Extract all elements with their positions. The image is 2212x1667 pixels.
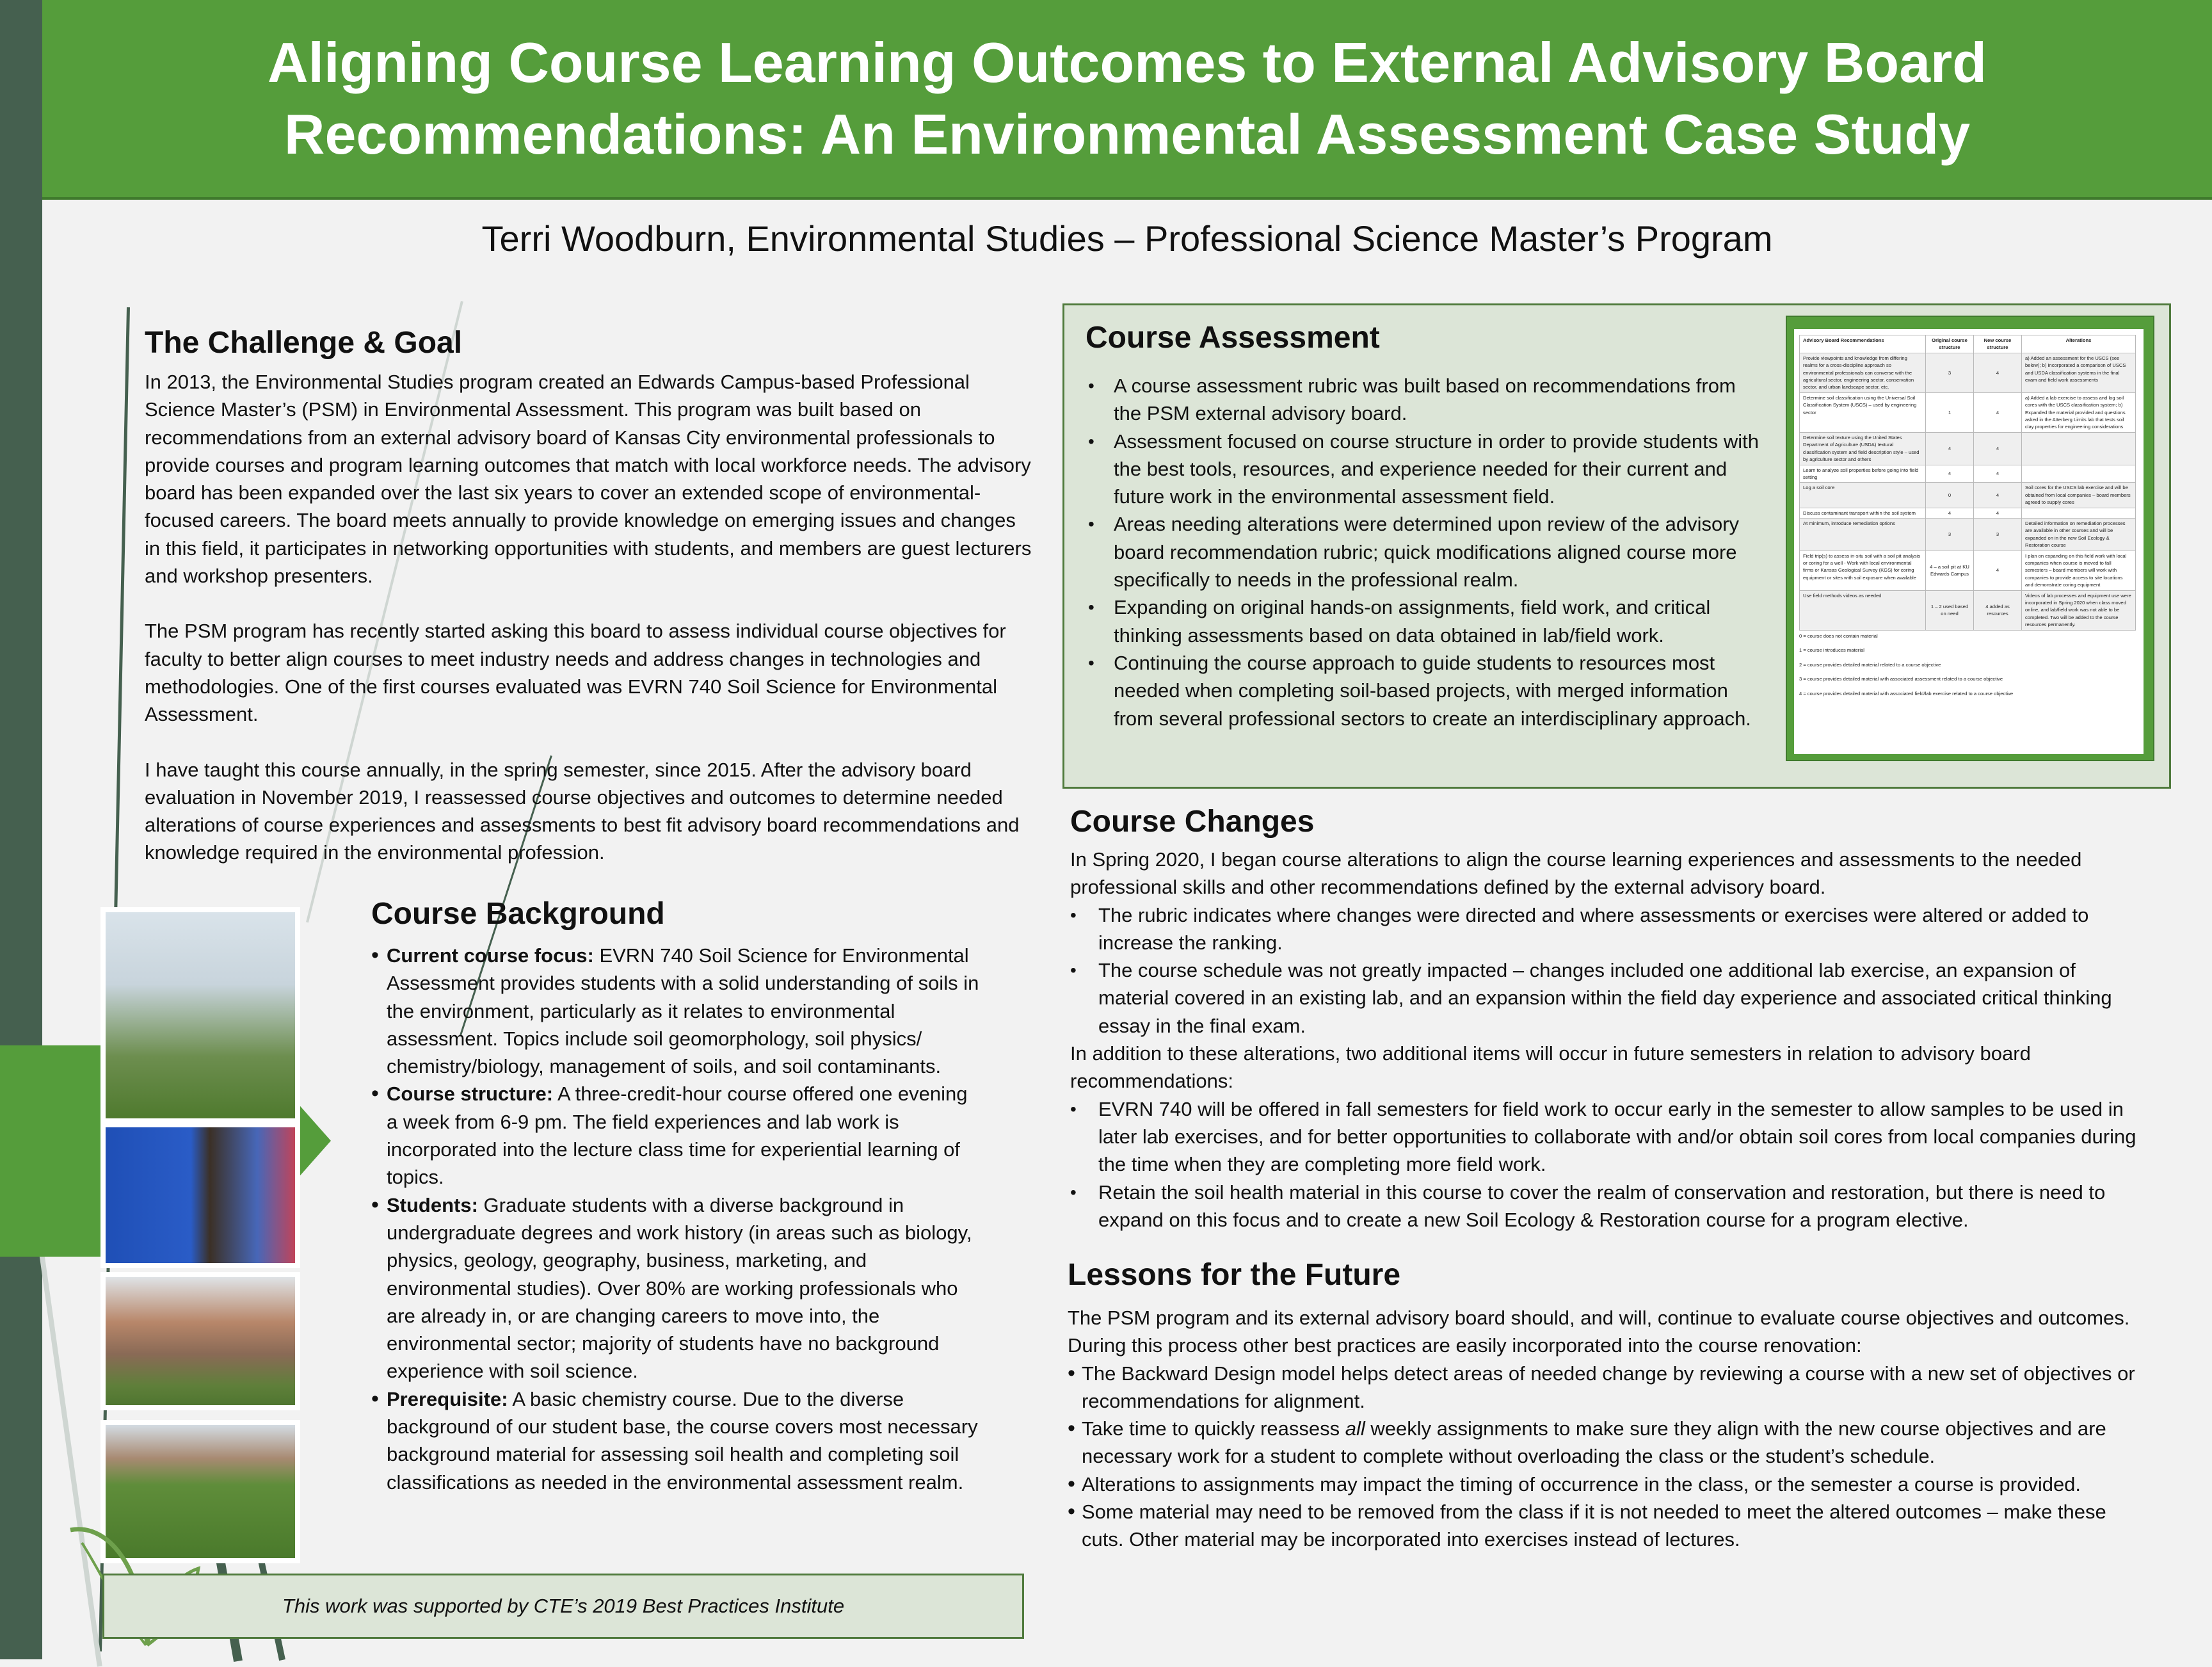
table-cell: Field trip(s) to assess in-situ soil with a soil pit analysis or coring for a well - Work with local environmental firms or Kansas Geological Survey (KGS) for coring equipment or sites with soil exposure when available [1800,551,1926,590]
item-text: EVRN 740 Soil Science for Environmental Assessment provides students with a solid understanding of soils in the environment, particularly as it relates to environmental assessment. Topics include soil geomorphology, soil physics/ chemistry/biology, management of soils, and soil contaminants. [387,944,979,1078]
list-item [371,1080,979,1191]
list-item: • Continuing the course approach to guide students to resources most needed when completing soil-based projects, with merged information from several professional sectors to create an interdisciplinary approach. [1086,649,1764,732]
list-item: • A course assessment rubric was built based on recommendations from the PSM external advisory board. [1086,372,1764,428]
list-item: • The course schedule was not greatly impacted – changes included one additional lab exercise, an expansion of material covered in an existing lab, and an expansion within the field day experience and associated critical thinking essay in the final exam. [1070,956,2145,1040]
future-changes-list [1070,1095,2145,1234]
table-cell: 4 [1926,432,1974,465]
item-emphasis: all [1345,1417,1365,1440]
photo-soil-hands [100,1122,300,1268]
support-acknowledgement-box [102,1574,1024,1639]
table-header: Alterations [2022,335,2136,353]
author-line: Terri Woodburn, Environmental Studies – Professional Science Master’s Program [481,218,1773,259]
challenge-section [145,325,1034,867]
item-text: Graduate students with a diverse background in undergraduate degrees and work history (in areas such as biology, physics, geology, geography, business, marketing, and environmental studies). Over 80% are working professionals who are already in, or are changing careers to move into, the environmental sector; majority of students have no background experience with soil science. [387,1193,972,1383]
changes-intro: In Spring 2020, I began course alterations to align the course learning experiences and assessments to the needed professional skills and other recommendations defined by the external advisory board. [1070,848,2082,899]
table-cell: 4 [1974,392,2022,432]
legend-item: 0 = course does not contain material [1799,632,1878,639]
table-cell [2022,508,2136,518]
table-cell: Discuss contaminant transport within the soil system [1800,508,1926,518]
lessons-intro: The PSM program and its external advisory board should, and will, continue to evaluate course objectives and outcomes. During this process other best practices are easily incorporated into the course renovation: [1068,1307,2130,1357]
table-cell: Detailed information on remediation processes are available in other courses and will be expanded on in the new Soil Ecology & Restoration course [2022,518,2136,551]
list-item: • Areas needing alterations were determined upon review of the advisory board recommendation rubric; quick modifications aligned course more specifically to needs in the professional realm. [1086,510,1764,593]
table-cell: Learn to analyze soil properties before going into field setting [1800,465,1926,483]
legend-item: 3 = course provides detailed material with associated assessment related to a course objective [1799,676,2003,682]
course-assessment-section [1086,320,1764,732]
item-label: Course structure: [387,1083,554,1106]
table-header: Advisory Board Recommendations [1800,335,1926,353]
photo-group-notebook [100,1272,300,1410]
list-item: • Expanding on original hands-on assignments, field work, and critical thinking assessments based on data obtained in lab/field work. [1086,593,1764,649]
table-cell: Log a soil core [1800,483,1926,508]
list-item: • Retain the soil health material in this course to cover the realm of conservation and restoration, but there is need to expand on this focus and to create a new Soil Ecology & Restoration course for a program elective. [1070,1179,2145,1234]
lessons-heading: Lessons for the Future [1068,1258,1401,1292]
table-cell: At minimum, introduce remediation options [1800,518,1926,551]
table-cell: a) Added an assessment for the USCS (see below); b) Incorporated a comparison of USCS and USDA classification systems in the final exam and field work assessments [2022,353,2136,392]
table-cell: 4 [1974,465,2022,483]
table-cell: 4 – a soil pit at KU Edwards Campus [1926,551,1974,590]
list-item [1068,1498,2149,1554]
table-cell: 4 [1926,508,1974,518]
item-text: Take time to quickly reassess [1082,1417,1345,1440]
poster-title-line-2: Recommendations: An Environmental Assessment Case Study [284,102,1971,166]
table-cell: 3 [1926,518,1974,551]
table-row [1800,465,2136,483]
table-row [1800,483,2136,508]
list-item: • EVRN 740 will be offered in fall semesters for field work to occur early in the semester to allow samples to be used in later lab exercises, and for better opportunities to collaborate with and/or obtain soil cores from local companies during the time when they are completing more field work. [1070,1095,2145,1179]
poster-title-line-1: Aligning Course Learning Outcomes to External Advisory Board [267,31,1987,94]
table-cell: Determine soil classification using the Universal Soil Classification System (USCS) – used by engineering sector [1800,392,1926,432]
table-cell [2022,432,2136,465]
lessons-section [1068,1257,2149,1554]
course-assessment-list [1086,372,1764,732]
item-text: A three-credit-hour course offered one evening a week from 6-9 pm. The field experiences and lab work is incorporated into the lecture class time for experiential learning of topics. [387,1083,968,1189]
photo-image [106,1277,295,1405]
table-cell: 4 added as resources [1974,590,2022,630]
item-label: Prerequisite: [387,1387,508,1410]
list-item [1068,1415,2149,1470]
course-background-list [371,942,979,1496]
rubric-table [1799,335,2136,631]
item-text: Alterations to assignments may impact the timing of occurrence in the class, or the semester a course is provided. [1082,1472,2081,1495]
table-row [1800,392,2136,432]
table-cell: Provide viewpoints and knowledge from differing realms for a cross-discipline approach so environmental professionals can converse with the agricultural sector, engineering sector, conservation sector, and urban landscape sector, etc. [1800,353,1926,392]
list-item: • Assessment focused on course structure in order to provide students with the best tools, resources, and experience needed for their current and future work in the environmental assessment field. [1086,428,1764,511]
list-item [371,1385,979,1496]
table-row [1800,518,2136,551]
list-item [371,1191,979,1385]
course-changes-section [1070,804,2145,1234]
table-cell: a) Added a lab exercise to assess and log soil cores with the USCS classification system; b) Expanded the material provided and questions asked in the Atterberg Limits lab that tests soil clay properties for engineering considerations [2022,392,2136,432]
support-text: This work was supported by CTE’s 2019 Best Practices Institute [282,1595,845,1617]
photo-image [106,1127,295,1263]
table-cell: 4 [1974,483,2022,508]
course-changes-heading: Course Changes [1070,805,1315,839]
challenge-paragraph: The PSM program has recently started asking this board to assess individual course objectives for faculty to better align courses to meet industry needs and address changes in technologies and methodologies. One of the first courses evaluated was EVRN 740 Soil Science for Environmental Assessment. [145,620,1006,726]
challenge-paragraph: I have taught this course annually, in the spring semester, since 2015. After the advisory board evaluation in November 2019, I reassessed course objectives and outcomes to determine needed alterations of course experiences and assessments to best fit advisory board recommendations and knowledge required in the environmental profession. [145,758,1020,864]
changes-middle: In addition to these alterations, two additional items will occur in future semesters in relation to advisory board recommendations: [1070,1042,2031,1093]
item-text: Some material may need to be removed from the class if it is not needed to meet the altered outcomes – make these cuts. Other material may be incorporated into exercises instead of lectures. [1082,1501,2106,1551]
item-label: Current course focus: [387,944,594,967]
rubric-table-panel [1794,329,2144,754]
table-cell: I plan on expanding on this field work with local companies when course is moved to fall semesters – board members will work with companies to provide access to site locations and demonstrate coring equipment [2022,551,2136,590]
course-background-heading: Course Background [371,897,665,931]
table-cell: 4 [1974,353,2022,392]
list-item [1068,1360,2149,1415]
item-text: A basic chemistry course. Due to the diverse background of our student base, the course covers most necessary background material for assessing soil health and completing soil classifications as needed in the environmental assessment realm. [387,1387,978,1494]
legend-item: 2 = course provides detailed material related to a course objective [1799,661,1941,668]
table-row [1800,508,2136,518]
list-item [371,942,979,1080]
legend-item: 1 = course introduces material [1799,647,1864,654]
table-cell: 1 – 2 used based on need [1926,590,1974,630]
photo-students-field [100,907,300,1123]
changes-list [1070,901,2145,1040]
challenge-heading: The Challenge & Goal [145,326,463,360]
table-header-row [1800,335,2136,353]
table-cell: Determine soil texture using the United States Department of Agriculture (USDA) textural classification system and field description style – used by agriculture sector and others [1800,432,1926,465]
poster-header [42,0,2212,200]
table-cell [2022,465,2136,483]
list-item [1068,1470,2149,1498]
table-cell: 4 [1926,465,1974,483]
table-row [1800,432,2136,465]
challenge-paragraph: In 2013, the Environmental Studies program created an Edwards Campus-based Professional Science Master’s (PSM) in Environmental Assessment. This program was built based on recommendations from an external advisory board of Kansas City environmental professionals to provide courses and program learning outcomes that match with local workforce needs. The advisory board has been expanded over the last six years to cover an extended scope of environmental-focused careers. The board meets annually to provide knowledge on emerging issues and changes in this field, it participates in networking opportunities with students, and members are guest lecturers and workshop presenters. [145,371,1032,588]
table-cell: 3 [1926,353,1974,392]
course-background-section [371,896,979,1496]
item-label: Students: [387,1193,478,1216]
item-text: The Backward Design model helps detect areas of needed change by reviewing a course with a new set of objectives or recommendations for alignment. [1082,1362,2135,1412]
table-row [1800,590,2136,630]
table-row [1800,551,2136,590]
list-item: • The rubric indicates where changes were directed and where assessments or exercises were altered or added to increase the ranking. [1070,901,2145,957]
legend-item: 4 = course provides detailed material with associated field/lab exercise related to a course objective [1799,690,2014,697]
table-header: New course structure [1974,335,2022,353]
table-cell: 4 [1974,551,2022,590]
table-cell: Use field methods videos as needed [1800,590,1926,630]
lessons-list [1068,1360,2149,1554]
course-assessment-heading: Course Assessment [1086,321,1380,355]
table-cell: 1 [1926,392,1974,432]
photo-image [106,912,295,1118]
table-cell: Soil cores for the USCS lab exercise and will be obtained from local companies – board members agreed to supply cores [2022,483,2136,508]
table-cell: Videos of lab processes and equipment use were incorporated in Spring 2020 when class moved online, and lab/field work was not able to be completed. Two will be added to the course resources permanently. [2022,590,2136,630]
item-text: weekly assignments to make sure they align with the new course objectives and are necessary work for a student to complete without overloading the class or the student’s schedule. [1082,1417,2106,1468]
rubric-legend [1799,632,2144,697]
table-cell: 3 [1974,518,2022,551]
table-cell: 0 [1926,483,1974,508]
left-decorative-stripe [0,0,42,1659]
table-header: Original course structure [1926,335,1974,353]
table-cell: 4 [1974,432,2022,465]
table-cell: 4 [1974,508,2022,518]
table-row [1800,353,2136,392]
